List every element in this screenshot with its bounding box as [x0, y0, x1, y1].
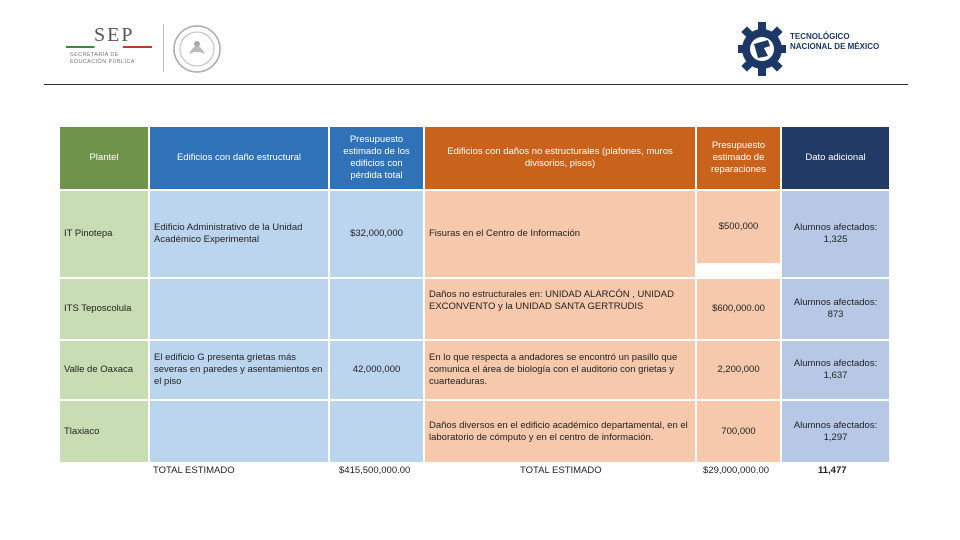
tecnm-gear-icon — [738, 16, 786, 82]
sep-logo — [62, 24, 162, 70]
row-2-presupuesto-perdida — [330, 279, 423, 339]
row-3-presupuesto-reparaciones: 2,200,000 — [697, 341, 780, 399]
row-3-danos-no-estructurales: En lo que respecta a andadores se encontró un pasillo que comunica el área de biología con el auditorio con grietas y cuarteaduras. — [425, 341, 695, 399]
row-2-plantel: ITS Teposcolula — [60, 279, 148, 339]
row-3-dato-adicional: Alumnos afectados: 1,637 — [782, 341, 889, 399]
row-4-dato-adicional: Alumnos afectados: 1,297 — [782, 401, 889, 462]
row-2-danos-no-estructurales: Daños no estructurales en: UNIDAD ALARCÓN , UNIDAD EXCONVENTO y la UNIDAD SANTA GERTRUDIS — [425, 279, 695, 339]
logo-divider — [163, 24, 164, 72]
tecnm-logo-text: TECNOLÓGICO NACIONAL DE MÉXICO — [790, 32, 880, 51]
sep-logo-word: SEP — [94, 24, 135, 46]
sep-logo-subtitle-1: SECRETARÍA DE — [70, 52, 119, 58]
total-label-left: TOTAL ESTIMADO — [153, 465, 235, 476]
row-3-plantel: Valle de Oaxaca — [60, 341, 148, 399]
header-danos-no-estructurales: Edificios con daños no estructurales (plafones, muros divisorios, pisos) — [425, 127, 695, 189]
tecnm-logo — [738, 16, 918, 82]
sep-logo-stripe — [66, 46, 152, 48]
row-1-presupuesto-reparaciones: $500,000 — [697, 191, 780, 263]
row-1-plantel: IT Pinotepa — [60, 191, 148, 277]
row-1-danos-no-estructurales: Fisuras en el Centro de Información — [425, 191, 695, 277]
header-presupuesto-reparaciones: Presupuesto estimado de reparaciones — [697, 127, 780, 189]
row-4-plantel: Tlaxiaco — [60, 401, 148, 462]
sep-logo-subtitle-2: EDUCACIÓN PÚBLICA — [70, 59, 135, 65]
row-3-presupuesto-perdida: 42,000,000 — [330, 341, 423, 399]
header-dato-adicional: Dato adicional — [782, 127, 889, 189]
total-value-left: $415,500,000.00 — [339, 465, 411, 476]
row-2-dato-adicional: Alumnos afectados: 873 — [782, 279, 889, 339]
row-4-presupuesto-perdida — [330, 401, 423, 462]
row-2-dano-estructural — [150, 279, 328, 339]
header-presupuesto-perdida: Presupuesto estimado de los edificios con pérdida total — [330, 127, 423, 189]
row-4-dano-estructural — [150, 401, 328, 462]
total-alumnos: 11,477 — [818, 465, 847, 476]
row-4-danos-no-estructurales: Daños diversos en el edificio académico departamental, en el laboratorio de cómputo y en el centro de información. — [425, 401, 695, 462]
row-1-dano-estructural: Edificio Administrativo de la Unidad Académico Experimental — [150, 191, 328, 277]
row-1-dato-adicional: Alumnos afectados: 1,325 — [782, 191, 889, 277]
row-1-presupuesto-perdida: $32,000,000 — [330, 191, 423, 277]
slide-header — [0, 0, 960, 90]
header-dano-estructural: Edificios con daño estructural — [150, 127, 328, 189]
total-value-right: $29,000,000.00 — [703, 465, 770, 476]
row-2-presupuesto-reparaciones: $600,000.00 — [697, 279, 780, 339]
national-seal-icon — [172, 24, 222, 74]
row-4-presupuesto-reparaciones: 700,000 — [697, 401, 780, 462]
header-rule — [44, 84, 908, 85]
header-plantel: Plantel — [60, 127, 148, 189]
total-label-right: TOTAL ESTIMADO — [520, 465, 602, 476]
row-3-dano-estructural: El edificio G presenta grietas más severas en paredes y asentamientos en el piso — [150, 341, 328, 399]
